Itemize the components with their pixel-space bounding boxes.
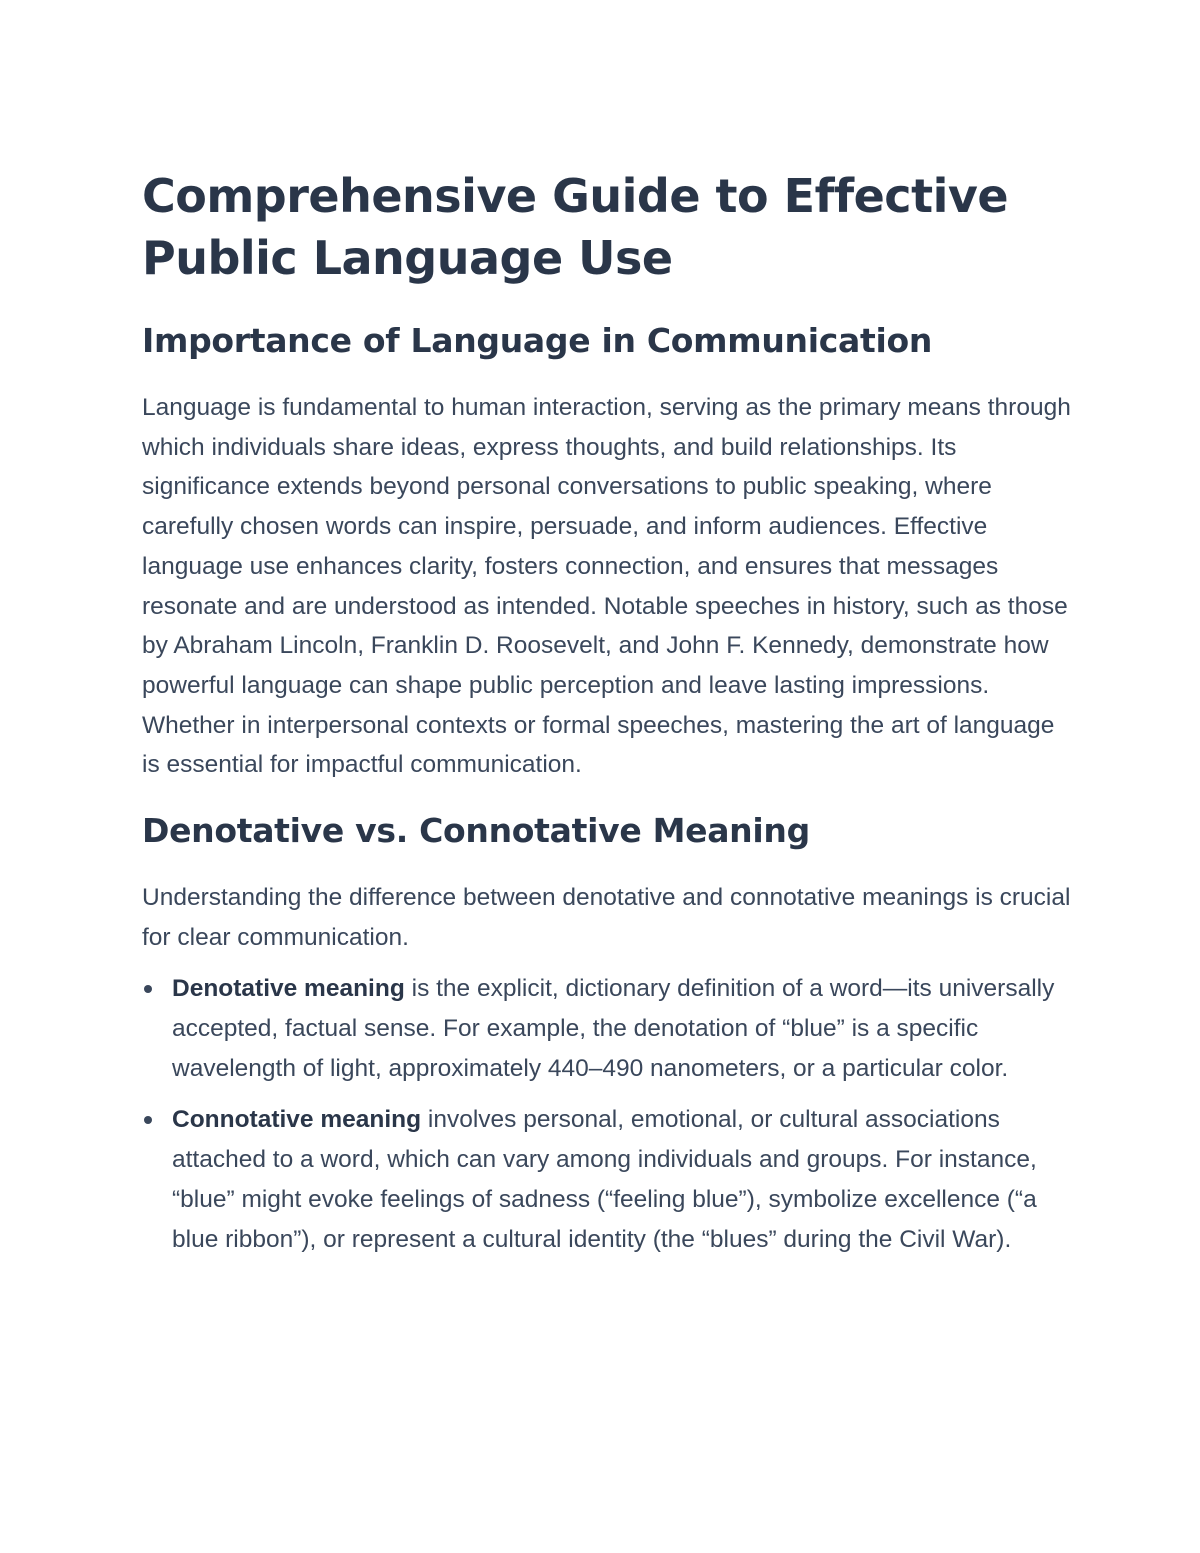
bullet-list	[142, 969, 1072, 1260]
bullet-term: Denotative meaning	[172, 975, 405, 1003]
bullet-icon	[144, 1116, 152, 1124]
page-title: Comprehensive Guide to Effective Public Language Use	[142, 169, 1009, 285]
section-paragraph-importance: Language is fundamental to human interaction, serving as the primary means through which individuals share ideas, express thoughts, and build relationships. Its significance extends beyond personal conversations to public speaking, where carefully chosen words can inspire, persuade, and inform audiences. Effective language use enhances clarity, fosters connection, and ensures that messages resonate and are understood as intended. Notable speeches in history, such as those by Abraham Lincoln, Franklin D. Roosevelt, and John F. Kennedy, demonstrate how powerful language can shape public perception and leave lasting impressions. Whether in interpersonal contexts or formal speeches, mastering the art of language is essential for impactful communication.	[142, 394, 1071, 779]
list-item	[142, 969, 1072, 1089]
bullet-text: involves personal, emotional, or cultural associations attached to a word, which can vary among individuals and groups. For instance, “blue” might evoke feelings of sadness (“feeling blue”), symbolize excellence (“a blue ribbon”), or represent a cultural identity (the “blues” during the Civil War).	[172, 1106, 1037, 1254]
bullet-term: Connotative meaning	[172, 1106, 422, 1134]
bullet-text: is the explicit, dictionary definition of a word—its universally accepted, factual sense. For example, the denotation of “blue” is a specific wavelength of light, approximately 440–490 nanometers, or a particular color.	[172, 975, 1055, 1083]
section-heading-denotative-connotative: Denotative vs. Connotative Meaning	[142, 811, 810, 851]
list-item	[142, 1100, 1072, 1260]
bullet-icon	[144, 985, 152, 993]
section-paragraph-denotative-connotative: Understanding the difference between denotative and connotative meanings is crucial for clear communication.	[142, 884, 1071, 951]
section-heading-importance: Importance of Language in Communication	[142, 321, 933, 360]
document-page	[142, 165, 1072, 1271]
